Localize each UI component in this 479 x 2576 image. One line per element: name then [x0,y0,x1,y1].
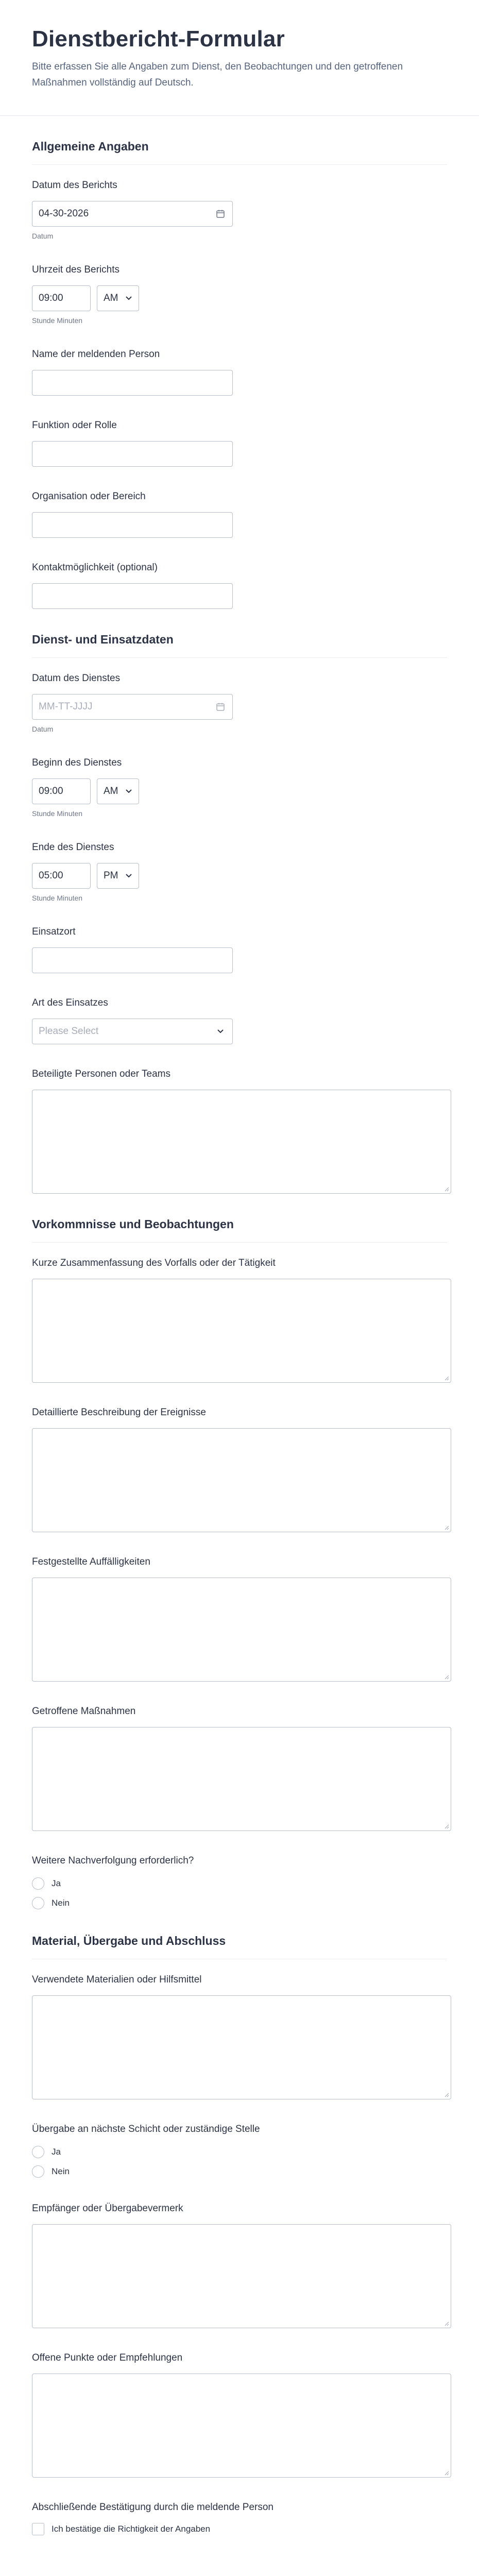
label-handover-next: Übergabe an nächste Schicht oder zuständige Stelle [32,2124,260,2134]
report-time-input[interactable]: 09:00 [32,285,91,311]
label-anomalies: Festgestellte Auffälligkeiten [32,1556,150,1567]
deployment-type-select[interactable] [32,1019,233,1044]
radio-button[interactable] [32,1897,44,1909]
chevron-down-icon [125,789,132,794]
sublabel-report-time: Stunde Minuten [32,316,83,325]
label-location: Einsatzort [32,926,76,937]
resize-grip-icon[interactable] [444,2092,449,2097]
confirmation-checkbox-row[interactable] [32,2523,447,2535]
resize-grip-icon[interactable] [444,1376,449,1381]
section-incidents [32,1194,447,1910]
section-title-handover: Material, Übergabe und Abschluss [32,1933,447,1959]
field-summary [32,1257,447,1383]
confirmation-checkbox-label: Ich bestätige die Richtigkeit der Angaben [52,2524,211,2534]
contact-input[interactable] [32,583,233,609]
form-body [0,116,479,2535]
role-input[interactable] [32,441,233,467]
resize-grip-icon[interactable] [444,2321,449,2326]
summary-textarea[interactable] [32,1279,451,1383]
radio-button[interactable] [32,1877,44,1890]
involved-textarea[interactable] [32,1090,451,1194]
confirmation-checkbox[interactable] [32,2523,44,2535]
label-role: Funktion oder Rolle [32,420,117,431]
report-ampm-select[interactable] [97,285,139,311]
field-confirmation [32,2501,447,2535]
label-followup: Weitere Nachverfolgung erforderlich? [32,1855,194,1866]
label-reporter-name: Name der meldenden Person [32,349,160,360]
duty-start-input[interactable]: 09:00 [32,778,91,804]
label-details: Detaillierte Beschreibung der Ereignisse [32,1407,206,1418]
duty-start-row [32,778,447,804]
field-recipient [32,2202,447,2328]
field-location [32,926,447,973]
label-contact: Kontaktmöglichkeit (optional) [32,562,158,573]
details-textarea[interactable] [32,1428,451,1532]
duty-start-ampm-select[interactable] [97,778,139,804]
label-recipient: Empfänger oder Übergabevermerk [32,2203,183,2214]
reporter-name-input[interactable] [32,370,233,396]
chevron-down-icon [125,296,132,301]
label-organisation: Organisation oder Bereich [32,491,146,502]
duty-date-placeholder: MM-TT-JJJJ [39,701,93,712]
field-deployment-type [32,997,447,1044]
radio-option-nein[interactable] [32,2164,447,2179]
label-confirmation: Abschließende Bestätigung durch die meldende Person [32,2502,273,2513]
followup-radio-group [32,1876,447,1910]
section-general [32,116,447,609]
label-report-date: Datum des Berichts [32,180,117,191]
duty-end-row [32,863,447,889]
radio-label: Ja [52,1878,61,1888]
field-open-points [32,2352,447,2478]
form-header [0,0,479,116]
report-time-row [32,285,447,311]
materials-textarea[interactable] [32,1995,451,2099]
label-summary: Kurze Zusammenfassung des Vorfalls oder der Tätigkeit [32,1258,276,1268]
page-title: Dienstbericht-Formular [32,26,285,52]
field-duty-date [32,672,447,733]
resize-grip-icon[interactable] [444,1824,449,1829]
label-involved: Beteiligte Personen oder Teams [32,1069,170,1079]
duty-date-input[interactable] [32,694,233,720]
field-materials [32,1974,447,2099]
label-deployment-type: Art des Einsatzes [32,997,108,1008]
field-duty-start [32,757,447,818]
page-subtitle: Bitte erfassen Sie alle Angaben zum Dienst, den Beobachtungen und den getroffenen Maßnahmen vollständig auf Deutsch. [32,61,403,88]
label-materials: Verwendete Materialien oder Hilfsmittel [32,1974,202,1985]
calendar-icon[interactable] [216,209,225,218]
section-title-duty: Dienst- und Einsatzdaten [32,632,447,658]
report-date-input[interactable] [32,201,233,227]
calendar-icon[interactable] [216,702,225,711]
section-handover [32,1910,447,2535]
resize-grip-icon[interactable] [444,1674,449,1680]
field-duty-end [32,841,447,902]
sublabel-duty-start: Stunde Minuten [32,809,83,818]
label-duty-date: Datum des Dienstes [32,673,121,684]
field-measures [32,1705,447,1831]
sublabel-report-date: Datum [32,232,54,240]
radio-option-nein[interactable] [32,1896,447,1910]
resize-grip-icon[interactable] [444,1525,449,1530]
open-points-textarea[interactable] [32,2374,451,2478]
radio-option-ja[interactable] [32,2145,447,2159]
label-duty-start: Beginn des Dienstes [32,757,122,768]
section-title-incidents: Vorkommnisse und Beobachtungen [32,1216,447,1243]
chevron-down-icon [125,873,132,878]
deployment-type-placeholder: Please Select [39,1026,99,1037]
field-handover-next [32,2123,447,2179]
duty-end-ampm-value: PM [104,870,118,881]
radio-label: Nein [52,2166,70,2176]
report-date-value: 04-30-2026 [39,208,89,219]
report-ampm-value: AM [104,293,118,303]
radio-button[interactable] [32,2146,44,2158]
field-report-time [32,264,447,325]
field-organisation [32,490,447,538]
field-followup [32,1855,447,1910]
duty-end-ampm-select[interactable] [97,863,139,889]
recipient-textarea[interactable] [32,2224,451,2328]
label-open-points: Offene Punkte oder Empfehlungen [32,2352,183,2363]
handover-radio-group [32,2145,447,2179]
organisation-input[interactable] [32,512,233,538]
field-role [32,419,447,467]
label-duty-end: Ende des Dienstes [32,842,114,853]
radio-option-ja[interactable] [32,1876,447,1891]
location-input[interactable] [32,947,233,973]
anomalies-textarea[interactable] [32,1578,451,1682]
measures-textarea[interactable] [32,1727,451,1831]
resize-grip-icon[interactable] [444,1187,449,1192]
field-report-date [32,179,447,240]
field-contact [32,562,447,609]
duty-start-ampm-value: AM [104,786,118,796]
radio-label: Ja [52,2147,61,2157]
sublabel-duty-end: Stunde Minuten [32,894,83,902]
section-title-general: Allgemeine Angaben [32,139,447,165]
radio-button[interactable] [32,2165,44,2178]
duty-end-input[interactable]: 05:00 [32,863,91,889]
label-measures: Getroffene Maßnahmen [32,1706,136,1717]
section-duty [32,609,447,1194]
field-details [32,1406,447,1532]
radio-label: Nein [52,1898,70,1908]
chevron-down-icon [217,1029,224,1034]
label-report-time: Uhrzeit des Berichts [32,264,120,275]
field-anomalies [32,1556,447,1682]
resize-grip-icon[interactable] [444,2470,449,2476]
sublabel-duty-date: Datum [32,725,54,733]
field-reporter-name [32,348,447,396]
field-involved [32,1068,447,1194]
